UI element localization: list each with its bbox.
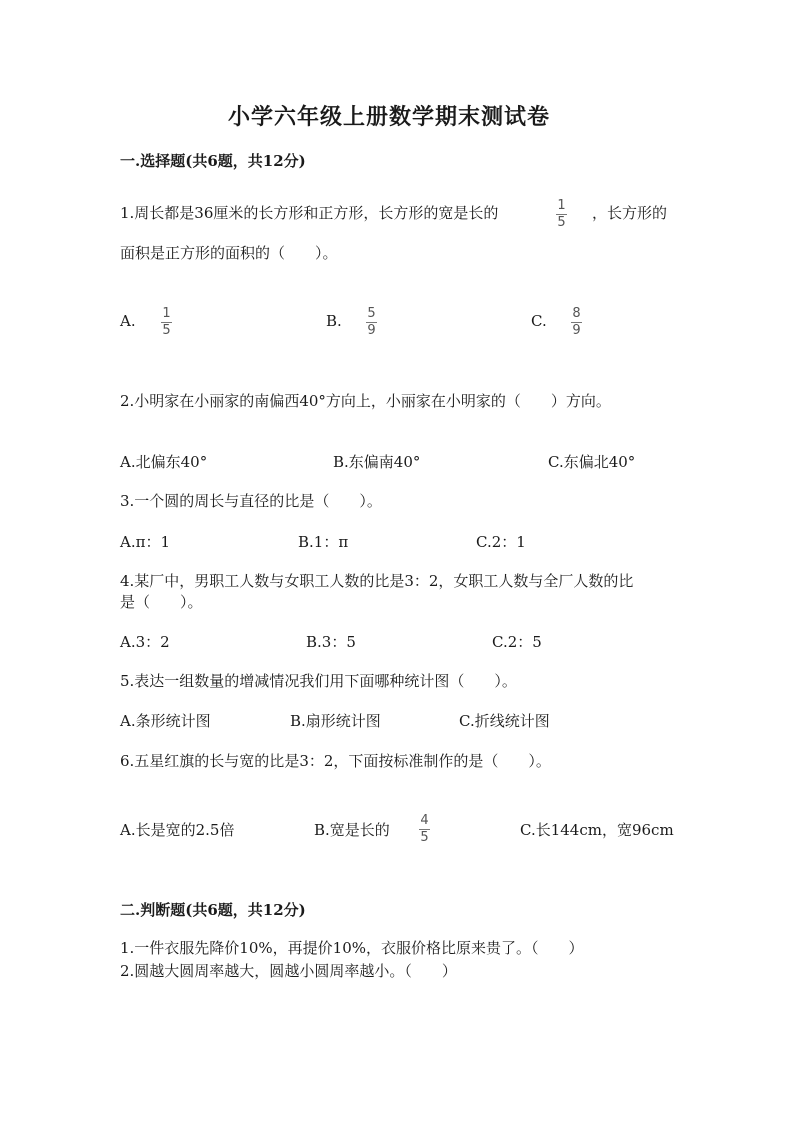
- question-3-text: 3.一个圆的周长与直径的比是（ ）。: [120, 492, 382, 510]
- question-6-option-a[interactable]: A.长是宽的2.5倍: [120, 821, 235, 839]
- question-1-option-a-fraction: [161, 307, 172, 338]
- question-6-option-b-fraction: [419, 814, 430, 845]
- question-1-fraction: [556, 199, 567, 230]
- question-6-text: 6.五星红旗的长与宽的比是3：2，下面按标准制作的是（ ）。: [120, 752, 551, 770]
- fraction-numerator: 5: [367, 306, 376, 321]
- question-5-option-a[interactable]: A.条形统计图: [120, 712, 211, 730]
- question-4-line-1: 4.某厂中，男职工人数与女职工人数的比是3：2，女职工人数与全厂人数的比: [120, 572, 634, 590]
- fraction-numerator: 1: [557, 198, 566, 213]
- question-1-option-c-fraction: [571, 307, 582, 338]
- section-heading-choice: 一.选择题(共6题，共12分): [120, 152, 306, 170]
- question-4-option-b[interactable]: B.3：5: [306, 633, 356, 651]
- question-2-option-b[interactable]: B.东偏南40°: [333, 453, 421, 471]
- judgement-question-2: 2.圆越大圆周率越大，圆越小圆周率越小。（ ）: [120, 962, 457, 980]
- fraction-numerator: 4: [420, 813, 429, 828]
- judgement-question-1: 1.一件衣服先降价10%，再提价10%，衣服价格比原来贵了。（ ）: [120, 939, 584, 957]
- fraction-numerator: 1: [162, 306, 171, 321]
- section-heading-judgement: 二.判断题(共6题，共12分): [120, 901, 306, 919]
- fraction-denominator: 5: [420, 830, 429, 845]
- question-5-option-c[interactable]: C.折线统计图: [459, 712, 550, 730]
- question-6-option-c[interactable]: C.长144cm，宽96cm: [520, 821, 674, 839]
- question-1-option-a-label[interactable]: A.: [120, 312, 136, 330]
- question-4-line-2: 是（ ）。: [120, 593, 203, 611]
- question-1-line-1: 1.周长都是36厘米的长方形和正方形，长方形的宽是长的: [120, 204, 499, 222]
- question-2-option-c[interactable]: C.东偏北40°: [548, 453, 636, 471]
- fraction-numerator: 8: [572, 306, 581, 321]
- fraction-denominator: 5: [162, 323, 171, 338]
- fraction-denominator: 9: [572, 323, 581, 338]
- question-4-option-c[interactable]: C.2：5: [492, 633, 542, 651]
- question-2-text: 2.小明家在小丽家的南偏西40°方向上，小丽家在小明家的（ ）方向。: [120, 392, 611, 410]
- question-1-line-2: 面积是正方形的面积的（ ）。: [120, 244, 338, 262]
- question-5-option-b[interactable]: B.扇形统计图: [290, 712, 381, 730]
- question-3-option-c[interactable]: C.2：1: [476, 533, 526, 551]
- page-title: 小学六年级上册数学期末测试卷: [228, 104, 551, 130]
- question-6-option-b[interactable]: B.宽是长的: [314, 821, 390, 839]
- question-4-option-a[interactable]: A.3：2: [120, 633, 170, 651]
- question-3-option-a[interactable]: A.π：1: [120, 533, 171, 551]
- question-1-option-c-label[interactable]: C.: [531, 312, 547, 330]
- fraction-denominator: 5: [557, 215, 566, 230]
- question-1-option-b-label[interactable]: B.: [326, 312, 342, 330]
- question-3-option-b[interactable]: B.1：π: [298, 533, 349, 551]
- question-2-option-a[interactable]: A.北偏东40°: [120, 453, 208, 471]
- question-5-text: 5.表达一组数量的增减情况我们用下面哪种统计图（ ）。: [120, 672, 517, 690]
- fraction-denominator: 9: [367, 323, 376, 338]
- question-1-option-b-fraction: [366, 307, 377, 338]
- question-1-line-1-tail: ，长方形的: [592, 204, 668, 222]
